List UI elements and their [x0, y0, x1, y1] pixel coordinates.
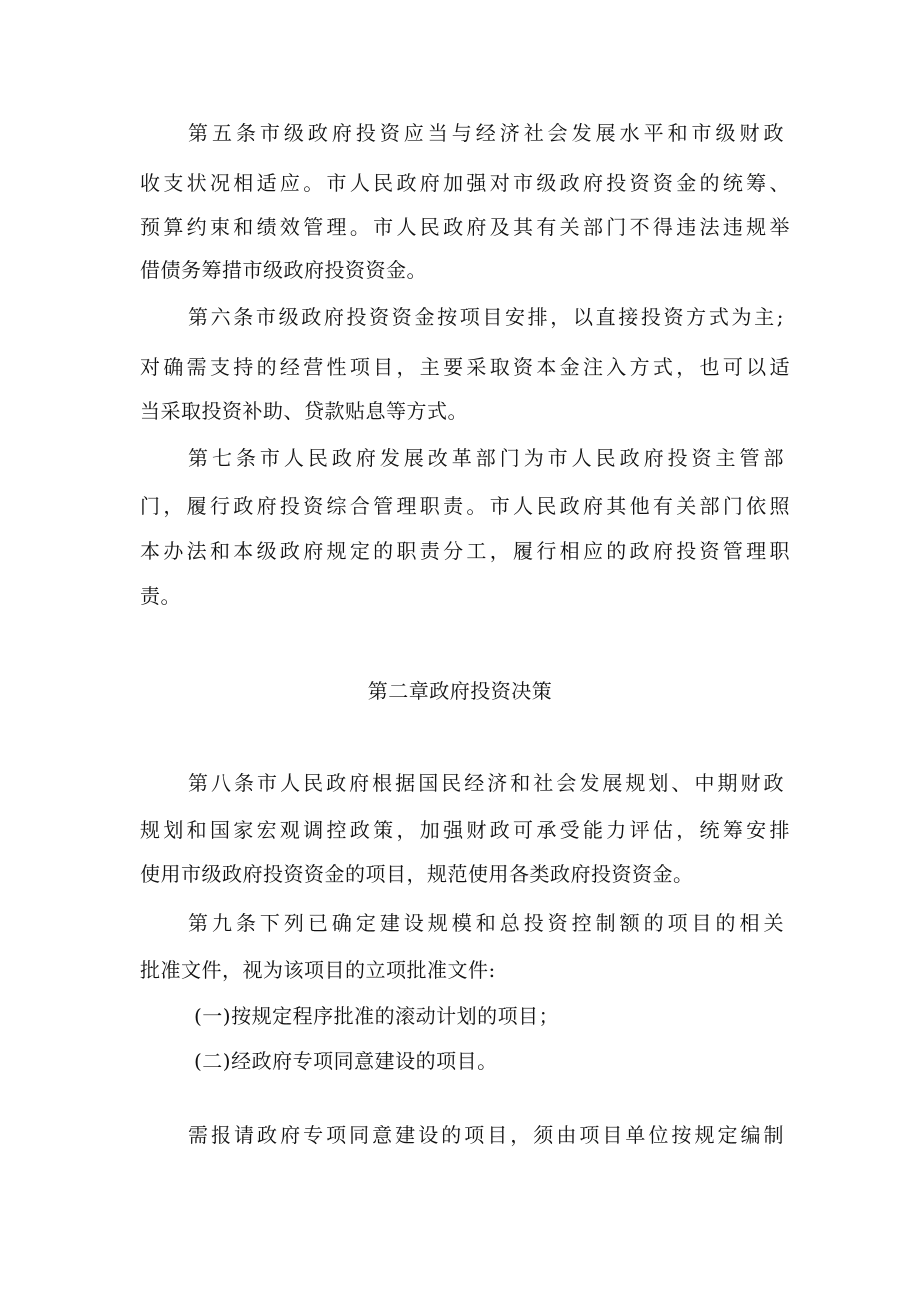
article-8-line-2: 规划和国家宏观调控政策，加强财政可承受能力评估，统筹安排 [140, 818, 790, 842]
closing-line-1: 需报请政府专项同意建设的项目，须由项目单位按规定编制 [188, 1123, 784, 1147]
article-8-line-1: 第八条市人民政府根据国民经济和社会发展规划、中期财政 [188, 771, 784, 795]
article-5-line-3: 预算约束和绩效管理。市人民政府及其有关部门不得违法违规举 [140, 215, 790, 239]
article-9-item-1: (一)按规定程序批准的滚动计划的项目； [194, 1004, 560, 1028]
article-7-line-4: 责。 [140, 584, 181, 608]
article-6-line-1: 第六条市级政府投资资金按项目安排，以直接投资方式为主; [188, 305, 784, 329]
article-9-item-2: (二)经政府专项同意建设的项目。 [194, 1049, 498, 1073]
article-5-line-4: 借债务筹措市级政府投资资金。 [140, 258, 427, 282]
article-6-line-2: 对确需支持的经营性项目，主要采取资本金注入方式，也可以适 [140, 355, 790, 379]
article-8-line-3: 使用市级政府投资资金的项目，规范使用各类政府投资资金。 [140, 862, 694, 886]
chapter-2-heading: 第二章政府投资决策 [367, 679, 553, 703]
article-9-line-2: 批准文件，视为该项目的立项批准文件: [140, 958, 496, 982]
article-5-line-1: 第五条市级政府投资应当与经济社会发展水平和市级财政 [188, 121, 784, 145]
article-7-line-3: 本办法和本级政府规定的职责分工，履行相应的政府投资管理职 [140, 539, 790, 563]
article-6-line-3: 当采取投资补助、贷款贴息等方式。 [140, 399, 468, 423]
article-9-line-1: 第九条下列已确定建设规模和总投资控制额的项目的相关 [188, 911, 784, 935]
article-7-line-2: 门，履行政府投资综合管理职责。市人民政府其他有关部门依照 [140, 494, 790, 518]
article-5-line-2: 收支状况相适应。市人民政府加强对市级政府投资资金的统筹、 [140, 171, 790, 195]
article-7-line-1: 第七条市人民政府发展改革部门为市人民政府投资主管部 [188, 446, 784, 470]
